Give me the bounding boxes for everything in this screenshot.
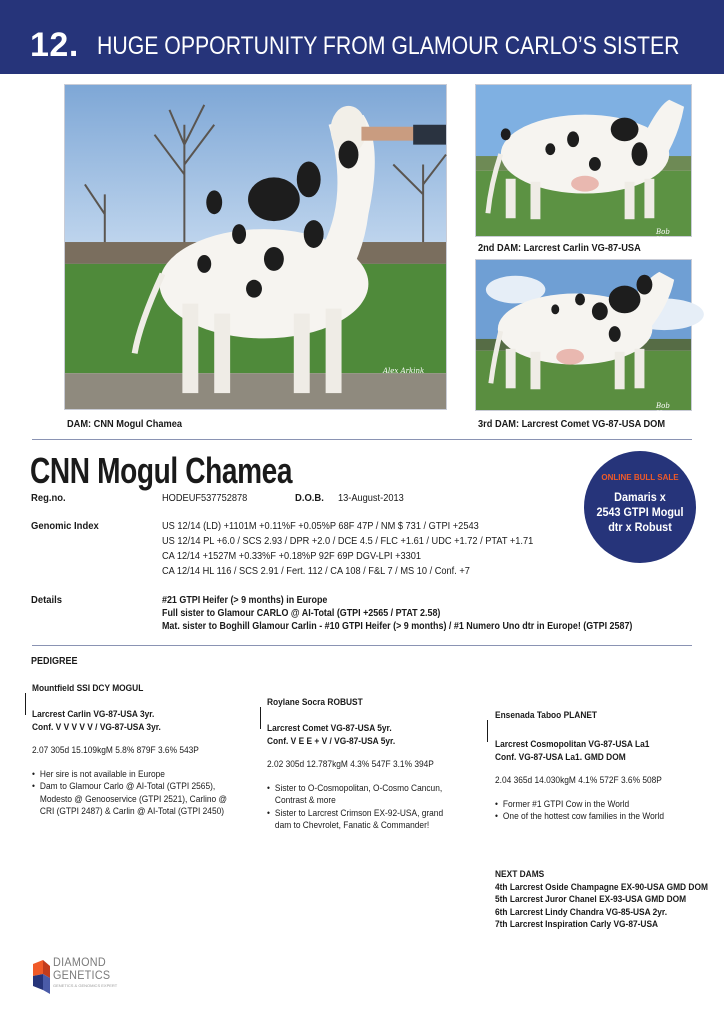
second-dam-caption: 2nd DAM: Larcrest Carlin VG-87-USA <box>478 242 641 254</box>
next-dam-item: 6th Larcrest Lindy Chandra VG-85-USA 2yr. <box>495 906 668 918</box>
badge-heading: ONLINE BULL SALE <box>601 473 679 482</box>
details-line: Mat. sister to Boghill Glamour Carlin - #10 GTPI Heifer (> 9 months) / #1 Numero Uno dtr in Europe! (GTPI 2587) <box>162 620 633 632</box>
pedigree-col-dam <box>267 723 487 833</box>
next-dams <box>495 869 720 932</box>
cow-photo-carlin <box>476 85 691 236</box>
dam-note: CRI (GTPI 2487) & Carlin @ AI-Total (GTPI 2450) <box>39 806 225 817</box>
dam-note: Contrast & more <box>274 795 336 806</box>
dob-value: 13-August-2013 <box>338 492 404 504</box>
photo-credit: Bob Hagan <box>656 402 680 418</box>
page-header <box>0 0 724 74</box>
divider <box>32 439 692 440</box>
dam-note: • One of the hottest cow families in the World <box>495 811 689 824</box>
pedigree-col-dam <box>32 709 262 819</box>
next-dam-item: 4th Larcrest Oside Champagne EX-90-USA GMD DOM <box>495 881 708 893</box>
page-title: HUGE OPPORTUNITY FROM GLAMOUR CARLO’S SISTER <box>97 32 680 60</box>
details-line: #21 GTPI Heifer (> 9 months) in Europe <box>162 594 328 606</box>
dam-note: Modesto @ Genooservice (GTPI 2521), Carlino @ <box>39 793 227 805</box>
dob-label: D.O.B. <box>295 492 324 504</box>
badge-line: dtr x Robust <box>608 520 672 534</box>
pedigree-connector <box>487 720 488 742</box>
details-line: Full sister to Glamour CARLO @ AI-Total (GTPI +2565 / PTAT 2.58) <box>162 607 441 619</box>
dam-conformation: Conf. V E E + V / VG-87-USA 5yr. <box>267 735 396 747</box>
dam-conformation: Conf. VG-87-USA La1. GMD DOM <box>495 751 626 763</box>
third-dam-photo <box>475 259 692 418</box>
sire-name: Mountfield SSI DCY MOGUL <box>32 683 144 694</box>
genomic-line: CA 12/14 +1527M +0.33%F +0.18%P 92F 69P DGV-LPI +3301 <box>162 550 422 562</box>
reg-value: HODEUF537752878 <box>162 492 248 504</box>
third-dam-caption: 3rd DAM: Larcrest Comet VG-87-USA DOM <box>478 418 666 430</box>
details-label: Details <box>31 594 62 606</box>
diamond-logo-icon <box>33 960 50 994</box>
pedigree-heading: PEDIGREE <box>31 656 78 667</box>
dam-note: • Her sire is not available in Europe <box>32 769 234 782</box>
main-photo <box>64 84 447 410</box>
reg-label: Reg.no. <box>31 492 66 504</box>
cow-photo-comet <box>476 260 691 410</box>
sire-name: Ensenada Taboo PLANET <box>495 710 598 721</box>
dam-note: • Sister to O-Cosmopolitan, O-Cosmo Cancun, <box>267 783 461 796</box>
logo-text: DIAMOND <box>53 955 106 969</box>
pedigree-connector <box>25 693 26 715</box>
dam-conformation: Conf. V V V V V / VG-87-USA 3yr. <box>32 721 161 733</box>
diamond-genetics-logo <box>33 954 133 1000</box>
logo-text: GENETICS <box>53 968 111 982</box>
dam-name: Larcrest Cosmopolitan VG-87-USA La1 <box>495 739 650 750</box>
pedigree-col-dam <box>495 739 715 824</box>
pedigree-col-sire <box>32 683 252 696</box>
next-dam-item: 7th Larcrest Inspiration Carly VG-87-USA <box>495 919 659 930</box>
dam-record: 2.07 305d 15.109kgM 5.8% 879F 3.6% 543P <box>32 745 199 756</box>
genomic-line: US 12/14 (LD) +1101M +0.11%F +0.05%P 68F 47P / NM $ 731 / GTPI +2543 <box>162 520 479 532</box>
genomic-line: US 12/14 PL +6.0 / SCS 2.93 / DPR +2.0 / DCE 4.5 / FLC +1.61 / UDC +1.72 / PTAT +1.71 <box>162 535 534 547</box>
cow-photo-chamea <box>65 85 446 409</box>
lot-number: 12. <box>30 26 79 64</box>
badge-line: 2543 GTPI Mogul <box>596 505 684 519</box>
divider <box>32 645 692 646</box>
genomic-label: Genomic Index <box>31 520 99 532</box>
second-dam-photo <box>475 84 692 244</box>
dam-note: • Dam to Glamour Carlo @ AI-Total (GTPI 2565), <box>32 781 234 794</box>
pedigree-connector <box>260 707 261 729</box>
pedigree-col-sire <box>495 710 695 723</box>
next-dam-item: 5th Larcrest Juror Chanel EX-93-USA GMD DOM <box>495 894 687 905</box>
main-photo-caption: DAM: CNN Mogul Chamea <box>67 418 182 430</box>
dam-name: Larcrest Carlin VG-87-USA 3yr. <box>32 709 155 720</box>
dam-record: 2.02 305d 12.787kgM 4.3% 547F 3.1% 394P <box>267 759 434 770</box>
dam-note: • Former #1 GTPI Cow in the World <box>495 799 689 812</box>
logo-tagline: GENETICS & GENOMICS EXPERT <box>53 983 118 988</box>
photo-credit: Alex Arkink <box>383 367 425 375</box>
dam-note: • Sister to Larcrest Crimson EX-92-USA, grand <box>267 808 461 821</box>
dam-record: 2.04 365d 14.030kgM 4.1% 572F 3.6% 508P <box>495 775 662 786</box>
photo-credit: Bob Hagan <box>656 228 680 244</box>
genomic-line: CA 12/14 HL 116 / SCS 2.91 / Fert. 112 / CA 108 / F&L 7 / MS 10 / Conf. +7 <box>162 565 470 577</box>
animal-name: CNN Mogul Chamea <box>30 450 293 491</box>
dam-name: Larcrest Comet VG-87-USA 5yr. <box>267 723 392 734</box>
sire-name: Roylane Socra ROBUST <box>267 697 363 708</box>
next-dams-heading: NEXT DAMS <box>495 869 545 880</box>
sale-badge <box>584 451 696 563</box>
dam-note: dam to Chevrolet, Fanatic & Commander! <box>274 820 430 831</box>
pedigree-col-sire <box>267 697 467 710</box>
badge-line: Damaris x <box>614 490 666 504</box>
